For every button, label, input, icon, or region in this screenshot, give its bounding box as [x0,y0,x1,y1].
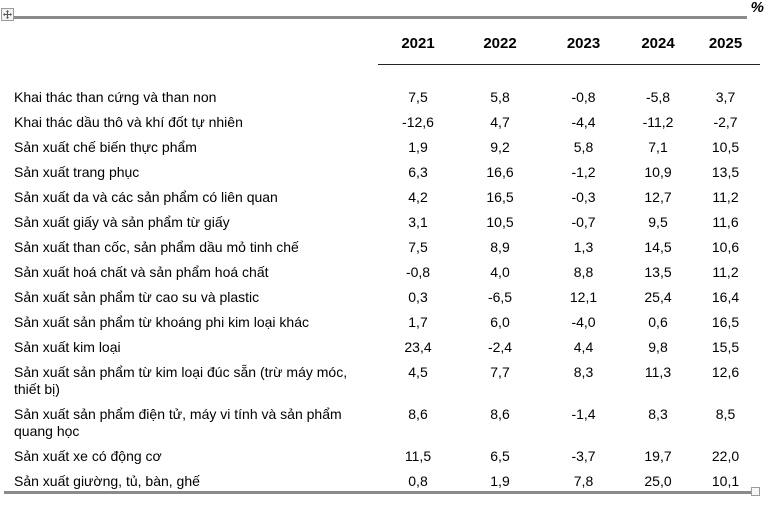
value-cell: 8,8 [573,264,594,280]
row-label: Khai thác than cứng và than non [14,88,217,105]
value-cell: 5,8 [573,139,594,155]
value-cell: 8,6 [408,406,428,422]
value-cell: 0,8 [408,473,428,489]
value-cell: 11,5 [404,448,432,464]
value-cell: -4,0 [571,314,596,330]
bottom-rule [4,491,756,494]
table-row [14,260,760,285]
value-cell: 16,5 [486,189,514,205]
table-row [14,285,760,310]
table-body [14,65,760,495]
value-cell: 1,7 [408,314,428,330]
value-cell: 15,5 [711,339,740,355]
value-cell: 11,2 [712,264,739,280]
value-cell: 7,5 [408,239,428,255]
value-cell: 3,1 [408,214,428,230]
value-cell: 5,8 [490,89,510,105]
corner-cell [14,30,378,65]
year-header-2024: 2024 [625,30,691,65]
row-label: Sản xuất sản phẩm điện tử, máy vi tính và sản phẩm quang học [14,406,342,439]
year-header-2025: 2025 [691,30,760,65]
value-cell: 25,4 [644,289,672,305]
table-row [14,185,760,210]
row-label: Khai thác dầu thô và khí đốt tự nhiên [14,114,243,130]
row-label: Sản xuất giường, tủ, bàn, ghế [14,473,200,489]
value-cell: 8,3 [573,364,594,380]
row-label: Sản xuất hoá chất và sản phẩm hoá chất [14,264,269,280]
row-label: Sản xuất sản phẩm từ khoáng phi kim loại khác [14,314,309,330]
year-header-2021: 2021 [378,30,458,65]
value-cell: 3,7 [715,89,736,105]
table-resize-handle[interactable] [751,487,760,496]
table-row [14,444,760,469]
value-cell: 12,7 [644,189,672,205]
value-cell: 10,6 [711,239,740,255]
year-header-row [14,30,760,65]
row-label: Sản xuất sản phẩm từ cao su và plastic [14,289,260,305]
value-cell: 7,7 [490,364,510,380]
value-cell: -0,8 [405,264,431,280]
value-cell: 9,5 [648,214,668,230]
value-cell: -3,7 [571,448,596,464]
value-cell: 12,1 [569,289,598,305]
value-cell: 16,6 [486,164,514,180]
table-row [14,210,760,235]
value-cell: 13,5 [711,164,740,180]
value-cell: 4,0 [490,264,510,280]
value-cell: 11,3 [644,364,672,380]
value-cell: 6,0 [490,314,510,330]
value-cell: -1,4 [571,406,596,422]
value-cell: 11,6 [712,214,739,230]
value-cell: 23,4 [404,339,432,355]
value-cell: 0,3 [408,289,428,305]
value-cell: -1,2 [571,164,596,180]
value-cell: 10,9 [644,164,672,180]
value-cell: 16,4 [711,289,740,305]
row-label: Sản xuất than cốc, sản phẩm dầu mỏ tinh chế [14,239,299,255]
table-row [14,402,760,444]
row-label: Sản xuất kim loại [14,339,121,355]
value-cell: 8,3 [648,406,668,422]
value-cell: 11,2 [712,189,739,205]
value-cell: 14,5 [644,239,672,255]
value-cell: -2,4 [487,339,513,355]
value-cell: 12,6 [711,364,740,380]
value-cell: 16,5 [711,314,740,330]
table-row [14,310,760,335]
value-cell: 7,1 [648,139,668,155]
table-row [14,360,760,402]
table-row [14,335,760,360]
value-cell: 4,4 [573,339,594,355]
value-cell: -12,6 [402,114,434,130]
row-label: Sản xuất sản phẩm từ kim loại đúc sẵn (trừ máy móc, thiết bị) [14,364,348,397]
table-row [14,160,760,185]
value-cell: 8,6 [490,406,510,422]
value-cell: 7,8 [573,473,594,489]
value-cell: -2,7 [713,114,738,130]
value-cell: 7,5 [408,89,428,105]
value-cell: 1,9 [408,139,428,155]
value-cell: -11,2 [642,114,674,130]
value-cell: 1,9 [490,473,510,489]
row-label: Sản xuất trang phục [14,164,140,180]
four-way-arrow-icon [3,10,12,19]
value-cell: 13,5 [644,264,672,280]
industrial-production-table [14,30,760,494]
value-cell: 0,6 [648,314,668,330]
year-header-2022: 2022 [458,30,542,65]
value-cell: 9,2 [490,139,510,155]
value-cell: -0,7 [571,214,596,230]
value-cell: 4,2 [408,189,428,205]
top-rule [14,16,747,19]
value-cell: 9,8 [648,339,668,355]
value-cell: 8,5 [715,406,736,422]
value-cell: 10,5 [711,139,740,155]
value-cell: 1,3 [573,239,594,255]
percent-unit-label: % [750,0,764,16]
value-cell: 8,9 [490,239,510,255]
value-cell: -4,4 [571,114,596,130]
row-label: Sản xuất chế biến thực phẩm [14,139,197,155]
table-row [14,235,760,260]
value-cell: 22,0 [711,448,740,464]
row-label: Sản xuất da và các sản phẩm có liên quan [14,189,278,205]
value-cell: -6,5 [487,289,513,305]
table-row [14,65,760,111]
value-cell: -0,3 [571,189,596,205]
value-cell: 10,1 [711,473,740,489]
table-row [14,110,760,135]
row-label: Sản xuất giấy và sản phẩm từ giấy [14,214,230,230]
value-cell: 10,5 [486,214,514,230]
table-row [14,135,760,160]
value-cell: -5,8 [645,89,671,105]
value-cell: 6,5 [490,448,510,464]
table-move-handle[interactable] [1,8,14,21]
year-header-2023: 2023 [542,30,625,65]
value-cell: 6,3 [408,164,428,180]
value-cell: 4,7 [490,114,510,130]
row-label: Sản xuất xe có động cơ [14,448,162,464]
value-cell: -0,8 [571,89,596,105]
value-cell: 19,7 [644,448,672,464]
value-cell: 25,0 [644,473,672,489]
value-cell: 4,5 [408,364,428,380]
